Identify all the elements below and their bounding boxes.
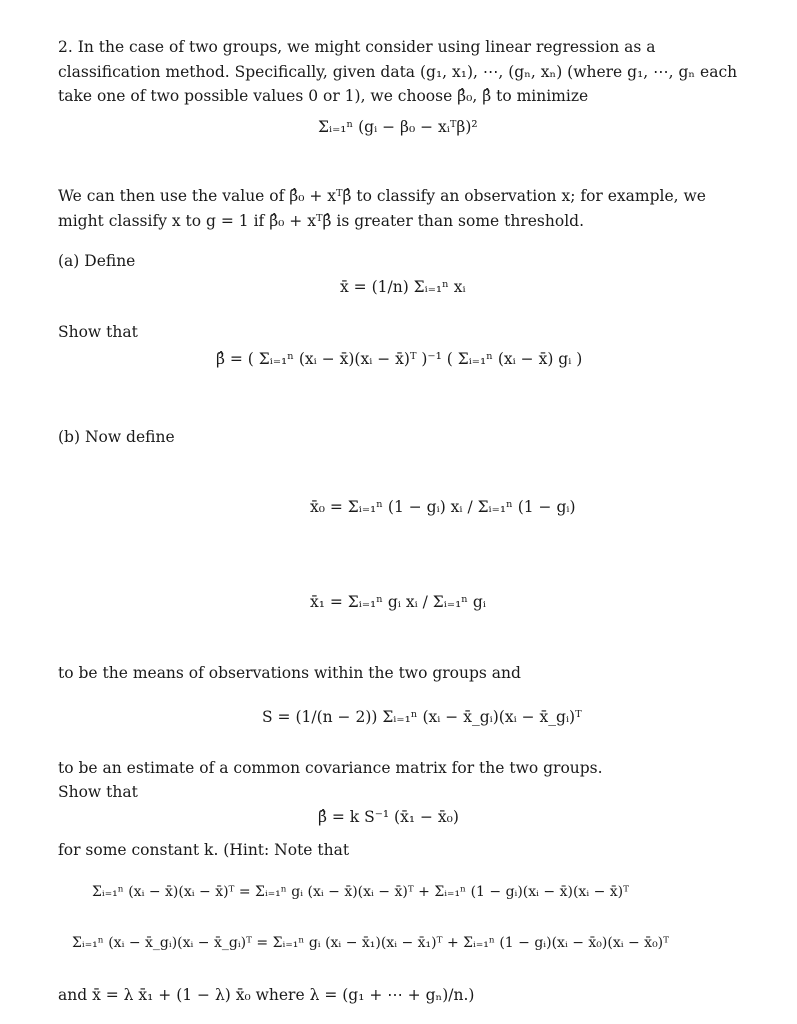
beta-result: β̂ = k S⁻¹ (x̄₁ − x̄₀) [318, 808, 459, 826]
classify-paragraph [58, 184, 738, 233]
S-definition: S = (1/(n − 2)) Σᵢ₌₁ⁿ (xᵢ − x̄_gᵢ)(xᵢ − x̄_gᵢ)ᵀ [262, 708, 582, 726]
closing-text: and x̄ = λ x̄₁ + (1 − λ) x̄₀ where λ = (g₁ + ⋯ + gₙ)/n.) [58, 986, 475, 1004]
beta-formula: β̂ = ( Σᵢ₌₁ⁿ (xᵢ − x̄)(xᵢ − x̄)ᵀ )⁻¹ ( Σᵢ₌₁ⁿ (xᵢ − x̄) gᵢ ) [216, 350, 583, 368]
hint-text: for some constant k. (Hint: Note that [58, 841, 350, 859]
show-that-b: Show that [58, 783, 138, 801]
xbar-definition: x̄ = (1/n) Σᵢ₌₁ⁿ xᵢ [340, 278, 466, 296]
x1-definition: x̄₁ = Σᵢ₌₁ⁿ gᵢ xᵢ / Σᵢ₌₁ⁿ gᵢ [310, 593, 486, 611]
problem-intro-text: 2. In the case of two groups, we might consider using linear regression as a classification method. Specifically, given data (g₁, x₁), ⋯, (gₙ, xₙ) (where g₁, ⋯, gₙ each take one of two possible values 0 or 1), we choose β̂₀, β̂ to minimize [58, 38, 738, 105]
means-text: to be the means of observations within the two groups and [58, 664, 521, 682]
x0-definition: x̄₀ = Σᵢ₌₁ⁿ (1 − gᵢ) xᵢ / Σᵢ₌₁ⁿ (1 − gᵢ) [310, 498, 576, 516]
part-a-label: (a) Define [58, 252, 136, 270]
show-that-a: Show that [58, 323, 138, 341]
objective-text: Σᵢ₌₁ⁿ (gᵢ − β₀ − xᵢᵀβ)² [318, 118, 478, 136]
classify-text: We can then use the value of β̂₀ + xᵀβ̂ to classify an observation x; for example, we might classify x to g = 1 if β̂₀ + xᵀβ̂ is greater than some threshold. [58, 187, 706, 230]
part-b-label: (b) Now define [58, 428, 175, 446]
problem-intro [58, 35, 738, 109]
hint-equation-2: Σᵢ₌₁ⁿ (xᵢ − x̄_gᵢ)(xᵢ − x̄_gᵢ)ᵀ = Σᵢ₌₁ⁿ gᵢ (xᵢ − x̄₁)(xᵢ − x̄₁)ᵀ + Σᵢ₌₁ⁿ (1 − gᵢ)(xᵢ − x̄₀)(xᵢ − x̄₀)ᵀ [72, 935, 670, 951]
objective-equation [318, 118, 478, 136]
covariance-text: to be an estimate of a common covariance matrix for the two groups. [58, 759, 603, 777]
hint-equation-1: Σᵢ₌₁ⁿ (xᵢ − x̄)(xᵢ − x̄)ᵀ = Σᵢ₌₁ⁿ gᵢ (xᵢ − x̄)(xᵢ − x̄)ᵀ + Σᵢ₌₁ⁿ (1 − gᵢ)(xᵢ − x̄)(xᵢ − x̄)ᵀ [92, 884, 630, 900]
